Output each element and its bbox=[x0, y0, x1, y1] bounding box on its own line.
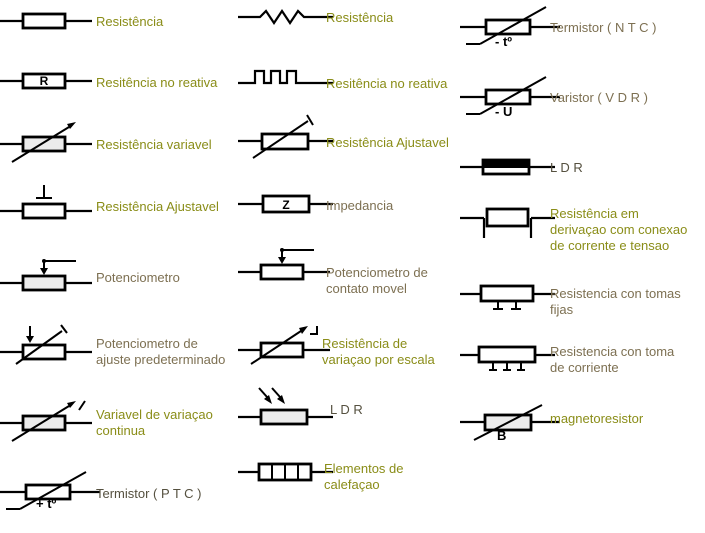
symbol-label: Resistência bbox=[326, 10, 394, 25]
symbol-label: Termistor ( P T C ) bbox=[96, 486, 202, 501]
continuous-variable-resistor-symbol bbox=[0, 397, 92, 443]
variable-resistor-symbol bbox=[0, 118, 92, 164]
ldr-symbol bbox=[238, 385, 333, 427]
zigzag-resistor-symbol bbox=[238, 8, 333, 26]
magnetoresistor-symbol bbox=[460, 402, 560, 444]
symbol-label: Resistência Ajustavel bbox=[96, 199, 219, 214]
adjustable-resistor-symbol bbox=[0, 183, 92, 223]
potentiometer-symbol bbox=[0, 253, 92, 293]
symbol-label: Potenciometro de contato movel bbox=[326, 265, 428, 296]
symbol-label: Resistencia con tomas fijas bbox=[550, 286, 681, 317]
symbol-label: Potenciometro de ajuste predeterminado bbox=[96, 336, 226, 367]
resistor-fixed-taps-symbol bbox=[460, 280, 555, 316]
magnetic-field-mark: B bbox=[497, 428, 507, 443]
adjustable-resistor-symbol bbox=[238, 114, 333, 160]
ldr-filled-symbol bbox=[460, 156, 555, 178]
symbol-label: Resistência Ajustavel bbox=[326, 135, 449, 150]
symbol-label: Termistor ( N T C ) bbox=[550, 20, 657, 35]
resistor-symbol bbox=[0, 11, 92, 31]
impedance-symbol bbox=[238, 193, 333, 215]
symbol-label: Resistencia con toma de corriente bbox=[550, 344, 675, 375]
heating-element-symbol bbox=[238, 459, 333, 485]
symbol-label: Resistência bbox=[96, 14, 164, 29]
symbol-label: Resistência em derivaçao com conexao de corrente e tensao bbox=[550, 206, 688, 253]
symbol-label: Resistência de variaçao por escala bbox=[322, 336, 435, 367]
symbol-label: magnetoresistor bbox=[550, 411, 644, 426]
resistor-letter: R bbox=[39, 74, 49, 88]
preset-potentiometer-symbol bbox=[0, 318, 92, 366]
symbol-label: Varistor ( V D R ) bbox=[550, 90, 648, 105]
symbol-label: Elementos de calefaçao bbox=[324, 461, 404, 492]
ptc-mark: + tº bbox=[36, 496, 57, 511]
non-reactive-resistor-symbol bbox=[0, 71, 92, 91]
symbol-label: Variavel de variaçao continua bbox=[96, 407, 213, 438]
symbol-label: Resistência variavel bbox=[96, 137, 212, 152]
symbol-label: Resitência no reativa bbox=[326, 76, 448, 91]
shunt-resistor-symbol bbox=[460, 200, 555, 242]
ntc-mark: - tº bbox=[495, 34, 513, 49]
moving-contact-potentiometer-symbol bbox=[238, 242, 333, 282]
symbol-label: Potenciometro bbox=[96, 270, 180, 285]
impedance-letter: Z bbox=[282, 198, 290, 212]
symbol-label: Resitência no reativa bbox=[96, 75, 218, 90]
resistor-current-tap-symbol bbox=[460, 340, 555, 378]
symbol-label: Impedancia bbox=[326, 198, 394, 213]
symbol-label: L D R bbox=[330, 402, 363, 417]
vdr-mark: - U bbox=[495, 104, 513, 119]
meander-resistor-symbol bbox=[238, 66, 333, 90]
symbol-label: L D R bbox=[550, 160, 583, 175]
